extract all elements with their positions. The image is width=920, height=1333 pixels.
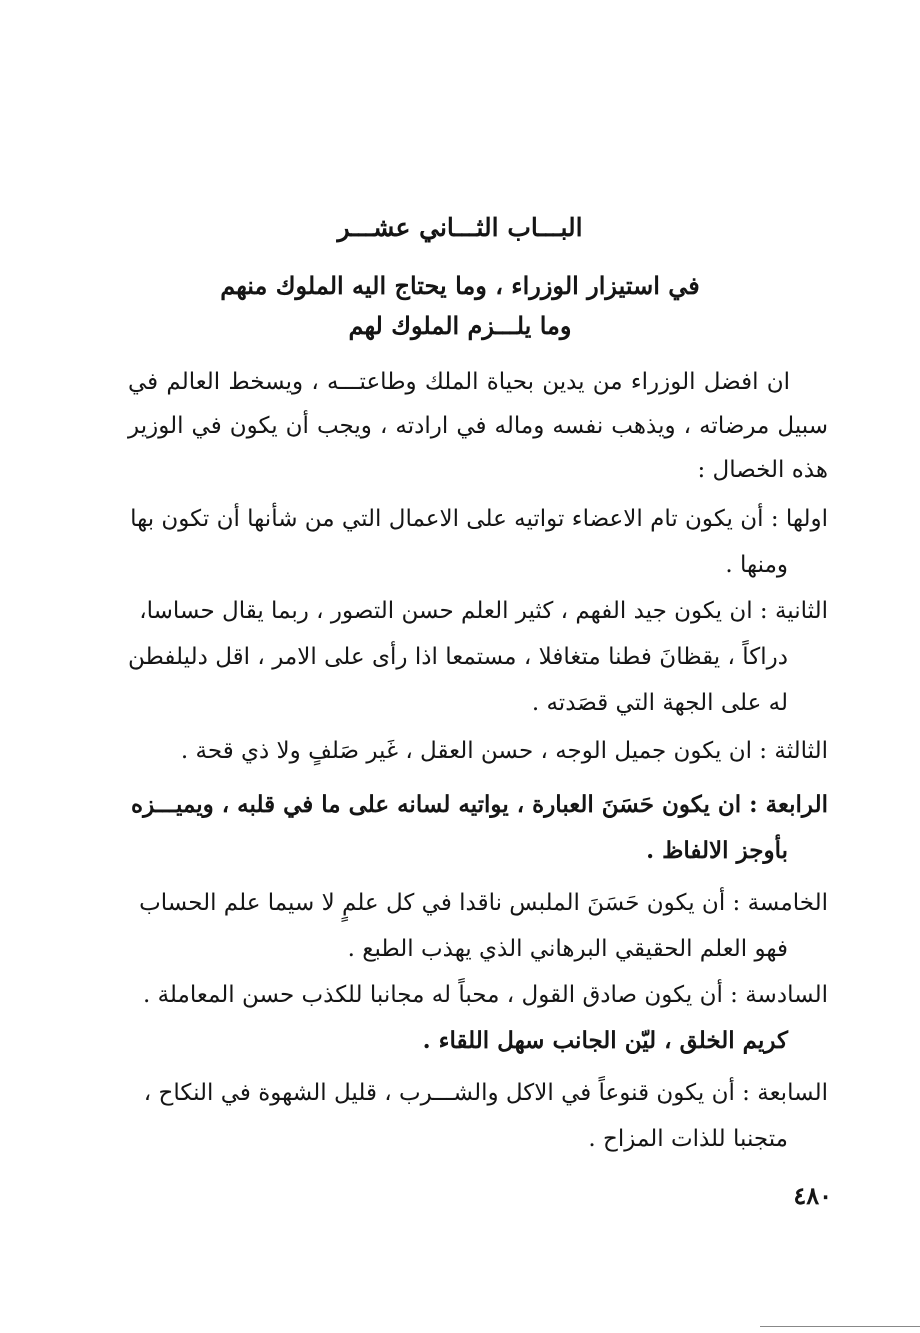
list-item-first-line: السابعة : أن يكون قنوعاً في الاكل والشـــرب ، قليل الشهوة في النكاح ،	[143, 1080, 828, 1106]
list-item-first-line: السادسة : أن يكون صادق القول ، محباً له مجانبا للكذب حسن المعاملة .	[142, 982, 828, 1008]
list-item-continuation: بأوجز الالفاظ .	[646, 837, 788, 864]
list-item-6	[128, 972, 828, 1064]
list-item-continuation: كريم الخلق ، ليّن الجانب سهل اللقاء .	[422, 1027, 788, 1054]
intro-paragraph	[128, 360, 828, 492]
list-item-first-line: الخامسة : أن يكون حَسَنَ الملبس ناقدا في كل علمٍ لا سيما علم الحساب	[139, 890, 828, 916]
list-item-first-line: اولها : أن يكون تام الاعضاء تواتيه على الاعمال التي من شأنها أن تكون بها	[130, 506, 828, 532]
bottom-rule	[760, 1326, 920, 1327]
page-number: ٤٨٠	[793, 1181, 832, 1210]
chapter-subtitle-line-2: وما يلـــزم الملوك لهم	[348, 311, 572, 340]
list-item-continuation: دراكاً ، يقظانَ فطنا متغافلا ، مستمعا اذا رأى على الامر ، اقل دليلفطن له على الجهة التي قصَدته .	[128, 644, 788, 716]
intro-text: ان افضل الوزراء من يدين بحياة الملك وطاعتـــه ، ويسخط العالم في سبيل مرضاته ، ويذهب نفسه وماله في ارادته ، ويجب أن يكون في الوزير هذه الخصال :	[128, 369, 828, 483]
list-item-continuation: ومنها .	[725, 552, 788, 578]
list-item-7	[128, 1070, 828, 1162]
list-item-continuation: متجنبا للذات المزاح .	[588, 1126, 788, 1152]
list-item-2	[128, 588, 828, 726]
list-item-first-line: الرابعة : ان يكون حَسَنَ العبارة ، يواتيه لسانه على ما في قلبه ، ويميـــزه	[131, 791, 828, 818]
list-item-4	[128, 782, 828, 874]
list-item-continuation: فهو العلم الحقيقي البرهاني الذي يهذب الطبع .	[347, 936, 788, 962]
chapter-title: البـــاب الثـــاني عشـــر	[337, 213, 583, 242]
list-item-5	[128, 880, 828, 972]
list-item-1	[128, 496, 828, 588]
list-item-3	[128, 728, 828, 774]
list-item-first-line: الثانية : ان يكون جيد الفهم ، كثير العلم حسن التصور ، ربما يقال حساسا،	[139, 598, 828, 624]
chapter-subtitle-line-1: في استيزار الوزراء ، وما يحتاج اليه الملوك منهم	[220, 271, 700, 300]
list-item-first-line: الثالثة : ان يكون جميل الوجه ، حسن العقل ، غَير صَلفٍ ولا ذي قحة .	[180, 738, 828, 764]
chapter-subtitle	[200, 266, 720, 346]
